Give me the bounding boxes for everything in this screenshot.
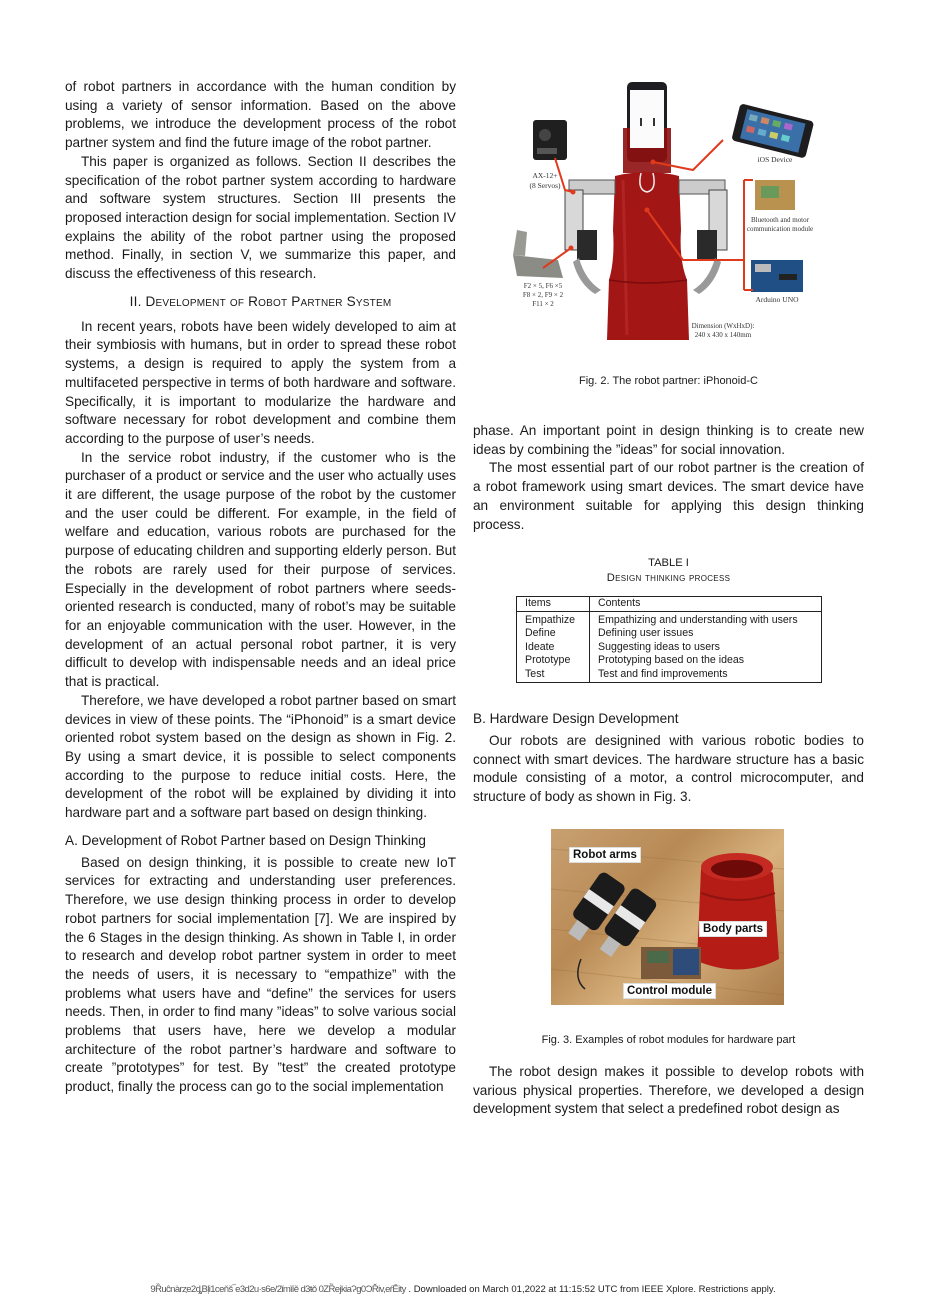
- label-dimension-line2: 240 x 430 x 140mm: [694, 331, 752, 339]
- figure-2-caption: Fig. 2. The robot partner: iPhonoid-C: [579, 375, 758, 387]
- paragraph-robot-design: The robot design makes it possible to develop robots with various physical properties. Therefore, we developed a design development system that select a predefined robot design as: [473, 1064, 864, 1117]
- right-column-text-bottom: [473, 1063, 864, 1119]
- label-bluetooth-line2: communication module: [746, 225, 814, 233]
- subsection-heading-b: B. Hardware Design Development: [473, 711, 679, 726]
- table-row: [517, 611, 822, 627]
- right-column-text-top: [473, 422, 864, 534]
- paragraph-phase: phase. An important point in design thinking is to create new ideas by combining the ”ideas” for social innovation.: [473, 423, 864, 457]
- table-cell-item: Prototype: [517, 654, 590, 668]
- ieee-download-footer: [0, 1284, 926, 1295]
- design-thinking-table: [516, 596, 822, 683]
- label-frames-line1: F2 × 5, F6 ×5: [523, 282, 563, 290]
- label-frames-line2: F8 × 2, F9 × 2: [522, 291, 564, 299]
- label-servo-count: (8 Servos): [529, 181, 561, 190]
- table-header-items: Items: [517, 597, 590, 612]
- label-arduino: Arduino UNO: [755, 295, 799, 304]
- table-1-subtitle: Design thinking process: [606, 571, 731, 584]
- left-column: [65, 78, 456, 1097]
- table-cell-content: Prototyping based on the ideas: [598, 654, 745, 667]
- table-cell-content: Defining user issues: [598, 627, 694, 640]
- paragraph-service-industry: In the service robot industry, if the customer who is the purchaser of a product or service and the user who actually uses it are different, the usage purpose of the robot by the customer and the user could be different. For example, in the field of welfare and education, various robots are purchased for the purpose of educating children and supporting elderly person. But the robots are rarely used for their purpose of services. Especially in the development of robot partners where seeds-oriented research is conducted, many of robot’s may be suitable for an enjoyable communication with the user. However, in the development of an actual personal robot partner, it is very difficult to develop with indispensable needs and an ideal price that is practical.: [65, 449, 456, 690]
- right-column-text-middle: [473, 710, 864, 807]
- table-row: [517, 654, 822, 668]
- table-cell-content: Test and find improvements: [598, 667, 728, 680]
- table-row: [517, 627, 822, 641]
- table-cell-content: Empathizing and understanding with users: [598, 613, 798, 626]
- label-dimension-line1: Dimension (WxHxD):: [691, 322, 755, 330]
- table-cell-item: Test: [517, 668, 590, 682]
- figure-2-robot-partner: [503, 80, 833, 345]
- paragraph-organization: This paper is organized as follows. Section II describes the specification of the robot partner system according to hardware and software system structures. Section III presents the proposed interaction design for social implementation. Section IV explains the ability of the robot partner using the proposed method. Finally, in section V, we summarize this paper, and discuss the effectiveness of this research.: [65, 153, 456, 282]
- paragraph-hardware: Our robots are designined with various robotic bodies to connect with smart devices. The hardware structure has a basic module consisting of a motor, a control microcomputer, and structure of body as shown in Fig. 3.: [473, 733, 864, 805]
- paragraph-intro-end: of robot partners in accordance with the human condition by using a variety of sensor information. Based on the above problems, we introduce the development process of the robot partner system and find the future image of the robot partner.: [65, 79, 456, 151]
- table-cell-item: Define: [517, 627, 590, 641]
- label-servo-model: AX-12+: [532, 171, 558, 180]
- paragraph-therefore: Therefore, we have developed a robot partner based on smart devices in view of these points. The “iPhonoid” is a smart device oriented robot system based on the design as shown in Fig. 2. By using a smart device, it is possible to select components according to the purpose to reduce initial costs. Here, the development of the robot will be explained by dividing it into hardware part and a software part based on design thinking.: [65, 692, 456, 821]
- label-robot-arms: Robot arms: [569, 847, 641, 863]
- label-frames-line3: F11 × 2: [532, 300, 554, 308]
- table-header-contents: Contents: [590, 597, 822, 612]
- table-row: [517, 668, 822, 682]
- label-ios-device: iOS Device: [757, 155, 793, 164]
- subsection-heading-a: A. Development of Robot Partner based on Design Thinking: [65, 832, 426, 848]
- table-cell-item: Ideate: [517, 641, 590, 655]
- footer-download-notice: . Downloaded on March 01,2022 at 11:15:52 UTC from IEEE Xplore. Restrictions apply.: [408, 1284, 776, 1295]
- table-row: [517, 641, 822, 655]
- footer-license-text: 9Ȑuĉnàrȥe2ȡBļi1ceňš‾e3d2u·s6e/2ǐmǐíě d3ŧǒ 0ZȐejkiaɁg0ϽŘiv,eŕĒity: [150, 1284, 406, 1295]
- robot-partner-illustration: [503, 80, 833, 345]
- figure-3-caption: Fig. 3. Examples of robot modules for hardware part: [541, 1034, 796, 1046]
- figure-3-robot-modules: [551, 829, 784, 1005]
- paragraph-recent-years: In recent years, robots have been widely developed to aim at their symbiosis with humans, but in order to spread these robot systems, a design is required to apply the system from a multifaceted perspective in terms of both hardware and software. Specifically, it is important to modularize the hardware and software necessary for robot development and combine them according to the purpose of user’s needs.: [65, 318, 456, 446]
- table-cell-content: Suggesting ideas to users: [598, 640, 720, 653]
- section-heading-ii: II. Development of Robot Partner System: [129, 293, 392, 309]
- label-bluetooth-line1: Bluetooth and motor: [751, 216, 809, 224]
- table-1-title: [473, 556, 864, 585]
- label-control-module: Control module: [623, 983, 716, 999]
- table-cell-item: Empathize: [517, 611, 590, 627]
- paragraph-design-thinking: Based on design thinking, it is possible to create new IoT services for extracting and understanding user preferences. Therefore, we use design thinking process in order to develop robot partners for social implementation [7]. We are inspired by the 6 Stages in the design thinking. As shown in Table I, in order to research and develop robot partner system in order to meet the needs of users, it is necessary to “empathize” with the problems what users have and “define” the services for users needs. Then, in order to find many ”ideas” to solve various social problems that users have, here we develop a modular architecture of the robot partner’s hardware and software to create ”prototypes” for test. By ”test” the created prototype product, finally the process can go to the social implementation: [65, 854, 456, 1095]
- label-body-parts: Body parts: [699, 921, 767, 937]
- table-1-number: TABLE I: [648, 557, 689, 569]
- paragraph-essential: The most essential part of our robot partner is the creation of a robot framework using smart devices. The smart device have an environment suitable for applying this design thinking process.: [473, 460, 864, 532]
